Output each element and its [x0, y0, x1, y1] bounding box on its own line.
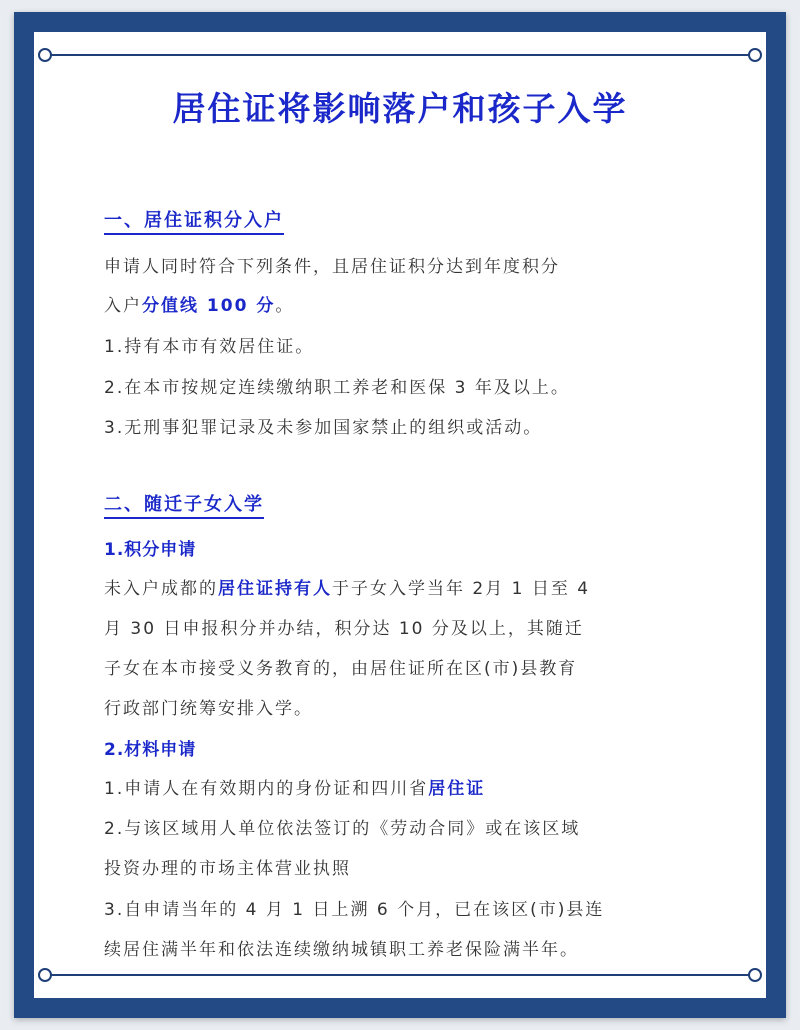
section2-sub1-line4: 行政部门统筹安排入学。 [104, 699, 313, 719]
section2-sub2-item2-line2: 投资办理的市场主体营业执照 [104, 859, 351, 879]
section1-item1: 1.持有本市有效居住证。 [104, 337, 315, 357]
section2-sub2-title: 2.材料申请 [104, 740, 197, 760]
permit-holder-highlight: 居住证持有人 [218, 579, 332, 599]
section2-sub2-item3-line1: 3.自申请当年的 4 月 1 日上溯 6 个月，已在该区(市)县连 [104, 900, 605, 920]
section2-sub2-item3-line2: 续居住满半年和依法连续缴纳城镇职工养老保险满半年。 [104, 940, 579, 960]
text-span: 于子女入学当年 2月 1 日至 4 [332, 579, 591, 599]
score-threshold-highlight: 分值线 100 分 [142, 296, 276, 316]
corner-ornament [38, 48, 52, 62]
section1-intro-line1: 申请人同时符合下列条件，且居住证积分达到年度积分 [104, 257, 560, 277]
section1-heading: 一、居住证积分入户 [104, 206, 284, 235]
section1-item3: 3.无刑事犯罪记录及未参加国家禁止的组织或活动。 [104, 418, 543, 438]
text-span: 1.申请人在有效期内的身份证和四川省 [104, 779, 429, 799]
section2-sub1-title: 1.积分申请 [104, 540, 197, 560]
section2-sub2-item2-line1: 2.与该区域用人单位依法签订的《劳动合同》或在该区域 [104, 819, 581, 839]
section2-sub1-line1 [104, 574, 590, 599]
page-title: 居住证将影响落户和孩子入学 [172, 89, 628, 128]
section2-heading: 二、随迁子女入学 [104, 490, 264, 519]
top-rule [44, 54, 756, 56]
text-span: 。 [275, 296, 295, 316]
section1-intro-line2 [104, 291, 294, 316]
residence-permit-highlight: 居住证 [428, 779, 486, 799]
section1-item2: 2.在本市按规定连续缴纳职工养老和医保 3 年及以上。 [104, 378, 570, 398]
bottom-rule [44, 974, 756, 976]
text-span: 入户 [104, 296, 142, 316]
corner-ornament [748, 48, 762, 62]
section2-sub1-line2: 月 30 日申报积分并办结，积分达 10 分及以上，其随迁 [104, 619, 584, 639]
corner-ornament [748, 968, 762, 982]
section2-sub2-item1 [104, 774, 485, 799]
corner-ornament [38, 968, 52, 982]
text-span: 未入户成都的 [104, 579, 218, 599]
section2-sub1-line3: 子女在本市接受义务教育的，由居住证所在区(市)县教育 [104, 659, 578, 679]
